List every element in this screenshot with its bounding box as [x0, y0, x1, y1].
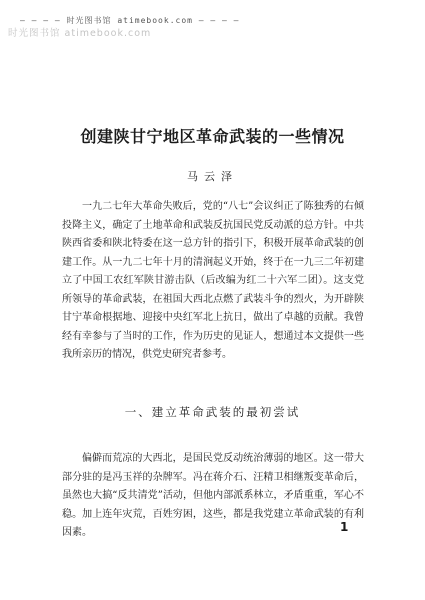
body-paragraph-1: 一九二七年大革命失败后，党的“八七”会议纠正了陈独秀的右倾投降主义，确定了土地革命和武装反抗国民党反动派的总方针。中共陕西省委和陕北特委在这一总方针的指引下，积极开展革命武装的创建工作。从一九二七年十月的清涧起义开始，终于在一九三二年初建立了中国工农红军陕甘游击队（后改编为红二十六军二团）。这支党所领导的革命武装，在祖国大西北点燃了武装斗争的烈火，为开辟陕甘宁革命根据地、迎接中央红军北上抗日，做出了卓越的贡献。我曾经有幸参与了当时的工作，作为历史的见证人，想通过本文提供一些我所亲历的情况，供党史研究者参考。: [62, 201, 364, 360]
section-heading-1: 一、建立革命武装的最初尝试: [124, 405, 301, 419]
article-author: 马云泽: [187, 170, 238, 183]
header-rule: — — — — 时光图书馆 atimebook.com — — — —: [20, 16, 240, 25]
article-title: 创建陕甘宁地区革命武装的一些情况: [80, 127, 345, 146]
page-number: 1: [340, 520, 349, 534]
body-paragraph-2: 偏僻而荒凉的大西北，是国民党反动统治薄弱的地区。这一带大部分驻的是冯玉祥的杂牌军。冯在蒋介石、汪精卫相继叛变革命后，虽然也大搞“反共清党”活动，但他内部派系林立，矛盾重重，军心不稳。加上连年灾荒，百姓穷困，这些，都是我党建立革命武装的有利因素。: [62, 453, 364, 538]
watermark-text: 时光图书馆 atimebook.com: [8, 28, 152, 39]
